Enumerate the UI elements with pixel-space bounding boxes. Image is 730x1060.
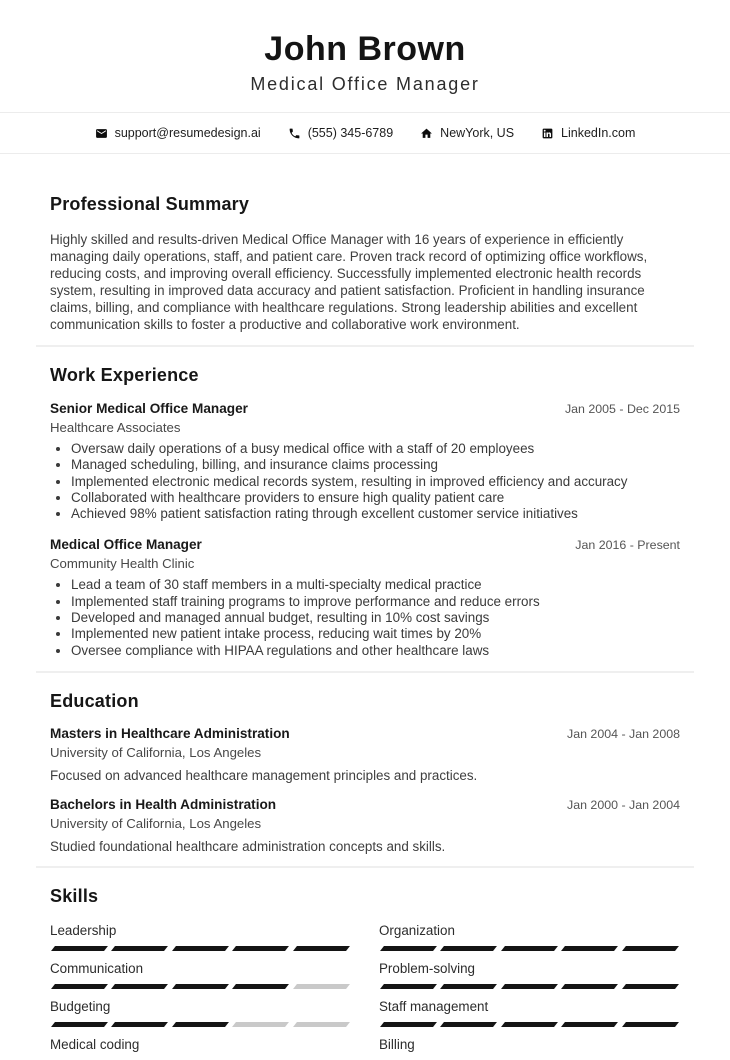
contact-phone [288,126,393,140]
job-bullet: • Achieved 98% patient satisfaction rating through excellent customer service initiatives [71,506,680,522]
skill-name: Medical coding [50,1036,140,1052]
degree-entry [50,797,680,854]
summary-text: Highly skilled and results-driven Medical Office Manager with 16 years of experience in efficiently managing daily operations, staff, and patient care. Proven track record of optimizing office workflows, reducing costs, and improving overall efficiency. Successfully implemented electronic health records system, resulting in improved data accuracy and patient satisfaction. Proficient in handling insurance claims, billing, and compliance with healthcare regulations. Strong leadership abilities and excellent communication skills to foster a productive and collaborative work environment. [50,232,648,332]
linkedin-icon [541,127,554,140]
section-summary [50,194,680,333]
contact-location [420,126,514,140]
section-divider [36,671,694,673]
person-name: John Brown [264,30,466,68]
skill-segment-filled [561,984,618,989]
skill-segment-filled [440,984,497,989]
job-bullet: • Collaborated with healthcare providers to ensure high quality patient care [71,490,680,506]
skills-heading: Skills [50,885,99,906]
job-bullet: • Oversaw daily operations of a busy medical office with a staff of 20 employees [71,441,680,457]
contact-phone-text: (555) 345-6789 [307,126,394,140]
skill-item [379,999,680,1027]
person-title: Medical Office Manager [250,74,480,94]
skill-segment-filled [51,984,108,989]
job-bullets [50,577,680,658]
skill-bar [379,984,680,989]
contact-email [95,126,261,140]
home-icon [420,127,433,140]
skill-list [50,913,680,1060]
job-bullet: • Lead a team of 30 staff members in a multi-specialty medical practice [71,577,680,593]
degree-school: University of California, Los Angeles [50,815,262,831]
skill-segment-filled [440,946,497,951]
job-bullet: • Oversee compliance with HIPAA regulations and other healthcare laws [71,643,680,659]
job-company: Healthcare Associates [50,420,181,435]
education-heading: Education [50,690,139,711]
skill-bar [50,984,351,989]
skill-bar [379,1022,680,1027]
skill-item [50,999,351,1027]
skill-segment-filled [440,1022,497,1027]
skill-segment-filled [172,984,229,989]
job-company: Community Health Clinic [50,556,195,572]
degree-title: Masters in Healthcare Administration [50,725,290,741]
resume-body [0,194,730,1060]
experience-heading: Work Experience [50,365,199,385]
degree-description: Focused on advanced healthcare management principles and practices. [50,767,478,783]
skill-name: Problem-solving [379,960,476,976]
skill-name: Leadership [50,922,117,938]
job-dates: Jan 2016 - Present [575,538,680,553]
skill-segment-filled [501,1022,558,1027]
skill-name: Staff management [379,998,489,1014]
skill-name: Organization [379,922,455,938]
job-bullet: • Managed scheduling, billing, and insurance claims processing [71,457,680,473]
contact-bar [0,112,730,154]
skill-name: Communication [50,960,144,976]
envelope-icon [95,127,108,140]
skill-segment-filled [111,1022,168,1027]
skill-item [379,1037,680,1060]
skill-segment-filled [561,1022,618,1027]
section-divider [36,866,694,868]
skill-segment-filled [501,984,558,989]
skill-segment-filled [172,1022,229,1027]
skill-segment-filled [622,984,679,989]
section-skills [50,886,680,1060]
skill-segment-filled [232,946,289,951]
skill-segment-filled [380,946,437,951]
section-experience [50,365,680,659]
skill-bar [50,1022,351,1027]
skill-segment-empty [232,1022,289,1027]
job-dates: Jan 2005 - Dec 2015 [564,402,680,416]
degree-list [50,726,680,854]
job-bullet: • Implemented staff training programs to improve performance and reduce errors [71,594,680,610]
skill-segment-filled [111,984,168,989]
skill-segment-filled [111,946,168,951]
skill-segment-empty [293,1022,350,1027]
skill-bar [50,946,351,951]
skill-segment-filled [232,984,289,989]
job-bullet: • Implemented electronic medical records system, resulting in improved efficiency and accuracy [71,474,680,490]
section-education [50,691,680,854]
job-bullets [50,441,680,522]
job-title: Senior Medical Office Manager [50,401,248,416]
skill-segment-filled [501,946,558,951]
job-list [50,401,680,659]
job-bullet: • Developed and managed annual budget, resulting in 10% cost savings [71,610,680,626]
skill-segment-filled [380,984,437,989]
contact-linkedin-text: LinkedIn.com [561,126,636,140]
summary-heading: Professional Summary [50,194,250,214]
section-divider [36,345,694,347]
contact-linkedin [541,126,635,140]
degree-school: University of California, Los Angeles [50,744,262,760]
degree-title: Bachelors in Health Administration [50,796,277,812]
skill-name: Billing [379,1036,415,1052]
skill-segment-filled [51,946,108,951]
phone-icon [288,127,301,140]
skill-segment-filled [51,1022,108,1027]
skill-segment-filled [622,946,679,951]
skill-segment-filled [293,946,350,951]
skill-item [50,923,351,951]
skill-segment-filled [561,946,618,951]
skill-bar [379,946,680,951]
degree-description: Studied foundational healthcare administration concepts and skills. [50,838,446,854]
skill-segment-filled [172,946,229,951]
skill-item [50,1037,351,1060]
skill-item [50,961,351,989]
skill-name: Budgeting [50,998,111,1014]
degree-dates: Jan 2000 - Jan 2004 [567,797,680,812]
job-entry [50,537,680,658]
skill-segment-filled [622,1022,679,1027]
skill-item [379,923,680,951]
degree-entry [50,726,680,783]
skill-item [379,961,680,989]
job-bullet: • Implemented new patient intake process, reducing wait times by 20% [71,626,680,642]
contact-location-text: NewYork, US [440,126,515,140]
job-entry [50,401,680,522]
resume-header [0,0,730,95]
contact-email-text: support@resumedesign.ai [114,126,261,140]
skill-segment-filled [380,1022,437,1027]
job-title: Medical Office Manager [50,537,202,553]
degree-dates: Jan 2004 - Jan 2008 [567,726,680,741]
skill-segment-empty [293,984,350,989]
